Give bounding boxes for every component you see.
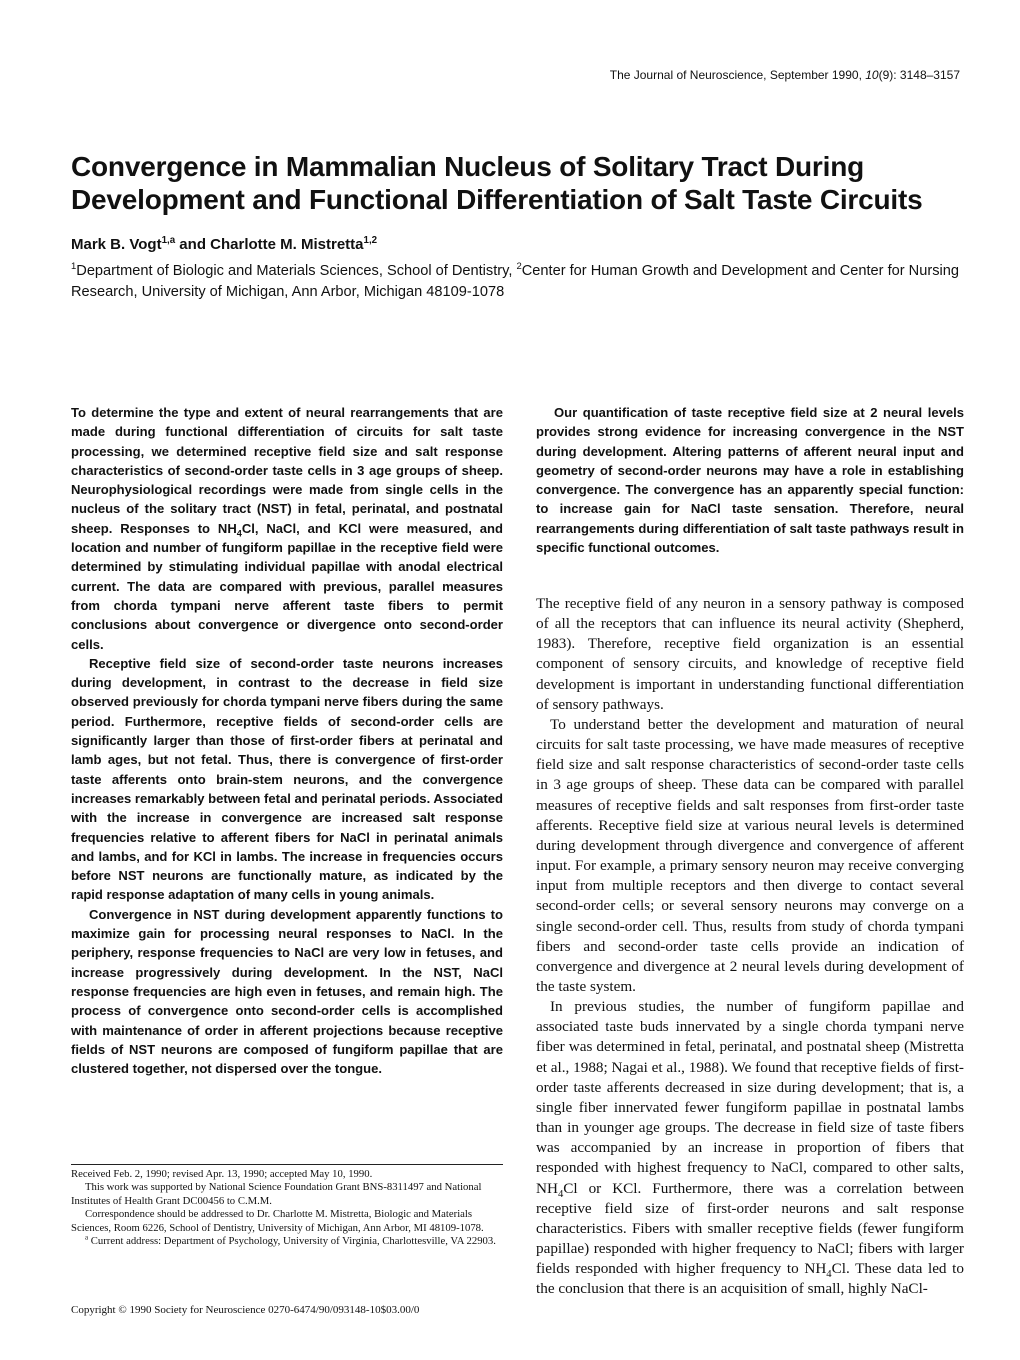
- affiliation-marker: 1: [71, 261, 77, 273]
- copyright-line: Copyright © 1990 Society for Neuroscience 0270-6474/90/093148-10$03.00/0: [71, 1304, 420, 1316]
- body-paragraph: [536, 997, 964, 1299]
- subscript: 4: [557, 1188, 564, 1200]
- author-name: Mark B. Vogt: [71, 236, 162, 253]
- affiliation-text: Department of Biologic and Materials Sciences, School of Dentistry,: [76, 263, 517, 279]
- body-text: Cl. These data led to the conclusion that there is an acquisition of small, highly NaCl-: [536, 1260, 964, 1298]
- footnote-text: Current address: Department of Psychology, University of Virginia, Charlottesville, VA 22903.: [88, 1235, 496, 1248]
- body-paragraph: To understand better the development and maturation of neural circuits for salt taste processing, we have made measures of receptive field size and salt response characteristics of second-order taste cells in 3 age groups of sheep. These data can be compared with parallel measures of receptive fields and salt responses from first-order taste afferents. Receptive field size at various neural levels is determined during development through divergence and convergence of afferent input. For example, a primary sensory neuron may receive converging input from multiple receptors and then diverge to contact several second-order cells; or several sensory neurons may converge on a single second-order cell. Thus, results from study of chorda tympani fibers and second-order taste cells provide an indication of convergence and divergence at 2 neural levels during development of the taste system.: [536, 715, 964, 995]
- author-line: [71, 236, 377, 253]
- footnote-marker: a: [85, 1233, 89, 1242]
- abstract-paragraph: Receptive field size of second-order taste neurons increases during development, in contrast to the decrease in field size observed previously for chorda tympani nerve fibers during the same period. Furthermore, receptive fields of second-order cells are significantly larger than those of first-order fibers at perinatal and lamb ages, but not fetal. Thus, there is convergence of first-order taste afferents onto brain-stem neurons, and the convergence increases remarkably between fetal and perinatal periods. Associated with the increase in convergence are increased salt response frequencies relative to afferent fibers for NaCl in perinatal animals and lambs, and for KCl in lambs. The increase in frequencies occurs before NST neurons are functionally mature, as indicated by the rapid response adaptation of many cells in young animals.: [71, 655, 503, 903]
- footnote-divider: [71, 1164, 503, 1165]
- abstract-text: To determine the type and extent of neural rearrangements that are made during functional differentiation of circuits for salt taste processing, we determined receptive field size and salt response characteristics of second-order taste cells in 3 age groups of sheep. Neurophysiological recordings were made from single cells in the nucleus of the solitary tract (NST) in fetal, perinatal, and postnatal sheep. Responses to NH: [71, 405, 503, 536]
- author-name: Charlotte M. Mistretta: [210, 236, 364, 253]
- abstract-paragraph: Convergence in NST during development apparently functions to maximize gain for processing neural responses to NaCl. In the periphery, response frequencies to NaCl are very low in fetuses, and increase progressively during development. In the NST, NaCl response frequencies are high even in fetuses, and remain high. The process of convergence onto second-order cells is accomplished with maintenance of order in afferent projections because receptive fields of NST neurons are composed of fungiform papillae that are clustered together, not dispersed over the tongue.: [71, 906, 503, 1077]
- funding-note: This work was supported by National Science Foundation Grant BNS-8311497 and National Institutes of Health Grant DC00456 to C.M.M.: [71, 1181, 482, 1207]
- journal-citation: The Journal of Neuroscience, September 1990,: [609, 68, 866, 82]
- footnotes: [71, 1168, 503, 1248]
- issue-pages: (9): 3148–3157: [878, 68, 960, 82]
- abstract-column-left: [71, 403, 503, 1078]
- abstract-paragraph: [71, 403, 503, 654]
- author-conjunction: and: [175, 236, 211, 253]
- running-head: [610, 68, 960, 82]
- correspondence-note: Correspondence should be addressed to Dr. Charlotte M. Mistretta, Biologic and Materials Sciences, Room 6226, School of Dentistry, University of Michigan, Ann Arbor, MI 48109-1078.: [71, 1208, 484, 1234]
- author-affiliation-marker: 1,2: [363, 235, 378, 246]
- article-title: Convergence in Mammalian Nucleus of Solitary Tract During Development and Functional Differentiation of Salt Taste Circuits: [71, 151, 923, 215]
- received-dates: Received Feb. 2, 1990; revised Apr. 13, 1990; accepted May 10, 1990.: [71, 1168, 373, 1180]
- abstract-text: Cl, NaCl, and KCl were measured, and location and number of fungiform papillae in the receptive field were determined by stimulating individual papillae with anodal electrical current. The data are compared with previous, parallel measures from chorda tympani nerve afferent taste fibers to permit conclusions about convergence or divergence onto second-order cells.: [71, 520, 503, 652]
- abstract-paragraph: Our quantification of taste receptive field size at 2 neural levels provides strong evidence for increasing convergence in the NST during development. Altering patterns of afferent neural input and geometry of second-order neurons may have a role in establishing convergence. The convergence has an apparently special function: to increase gain for NaCl taste sensation. Therefore, neural rearrangements during differentiation of salt taste pathways result in specific functional outcomes.: [536, 405, 964, 556]
- body-text: Cl or KCl. Furthermore, there was a correlation between receptive field size of first-order neurons and salt response characteristics. Fibers with smaller receptive fields (fewer fungiform papillae) responded with higher frequency to NaCl; fibers with larger fields responded with higher frequency to NH: [536, 1179, 964, 1278]
- current-address-note: [71, 1235, 503, 1248]
- subscript: 4: [826, 1269, 832, 1281]
- affiliations: [71, 261, 961, 303]
- subscript: 4: [236, 528, 242, 539]
- author-affiliation-marker: 1,a: [161, 235, 176, 246]
- affiliation-text: Center for Human Growth and Development and Center for Nursing Research, University of Michigan, Ann Arbor, Michigan 48109-1078: [71, 263, 959, 300]
- body-column-right: [536, 594, 964, 1299]
- affiliation-marker: 2: [516, 261, 522, 273]
- abstract-column-right: [536, 403, 964, 557]
- volume-number: 10: [865, 68, 879, 82]
- body-text: In previous studies, the number of fungiform papillae and associated taste buds innervated by a single chorda tympani nerve fiber was determined in fetal, perinatal, and postnatal sheep (Mistretta et al., 1988; Nagai et al., 1988). We found that receptive fields of first-order taste afferents decreased in size during development; that is, a single fiber innervated fewer fungiform papillae in postnatal lambs than in younger age groups. The decrease in field size of taste fibers was accompanied by an increase in proportion of fibers that responded with highest frequency to NaCl, compared to other salts, NH: [536, 998, 964, 1197]
- body-paragraph: The receptive field of any neuron in a sensory pathway is composed of all the receptors that can influence its neural activity (Shepherd, 1983). Therefore, receptive field organization is an essential component of sensory circuits, and knowledge of receptive field development is important in understanding functional differentiation of sensory pathways.: [536, 595, 964, 713]
